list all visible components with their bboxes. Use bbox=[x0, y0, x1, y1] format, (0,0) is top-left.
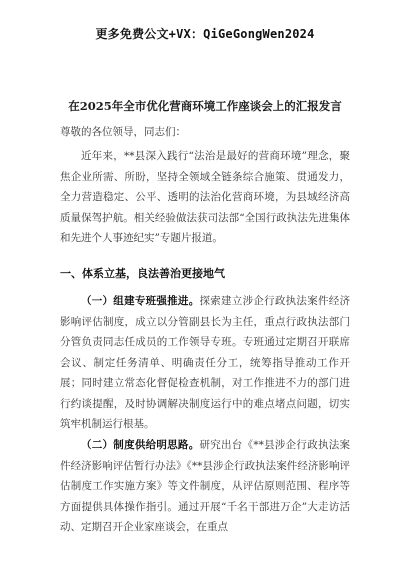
paragraph-body: 探索建立涉企行政执法案件经济影响评估制度，成立以分管副县长为主任，重点行政执法部门分管负责同志任成员的工作领导专班。专班通过定期召开联席会议、制定任务清单、明确责任分工，统筹指导推动工作开展；同时建立常态化督促检查机制，对工作推进不力的部门进行约谈提醒，及时协调解决制度运行中的难点堵点问题，切实筑牢机制运行根基。 bbox=[60, 295, 351, 430]
section-paragraph-1 bbox=[60, 291, 350, 435]
greeting: 尊敬的各位领导，同志们： bbox=[60, 126, 186, 138]
intro-paragraph: 近年来，**县深入践行“法治是最好的营商环境”理念，聚焦企业所需、所盼，坚持全领域全链条综合施策、贯通发力，全力营造稳定、公平、透明的法治化营商环境，为县域经济高质量保驾护航。相关经验做法获司法部“全国行政执法先进集体和先进个人事迹纪实”专题片报道。 bbox=[60, 150, 350, 244]
watermark-header: 更多免费公文+VX：QiGeGongWen2024 bbox=[95, 27, 315, 41]
section-paragraph-2 bbox=[60, 435, 350, 538]
paragraph-lead: （一）组建专班强推进。 bbox=[81, 295, 200, 307]
paragraph-body: 研究出台《**县涉企行政执法案件经济影响评估暂行办法》《**县涉企行政执法案件经济影响评估制度工作实施方案》等文件制度，从评估原则范围、程序等方面提供具体操作指引。通过开展“千名干部进万企”大走访活动、定期召开企业家座谈会，在重点 bbox=[60, 439, 351, 533]
paragraph-lead: （二）制度供给明思路。 bbox=[81, 439, 200, 451]
document-title: 在2025年全市优化营商环境工作座谈会上的汇报发言 bbox=[68, 99, 342, 113]
section-heading: 一、体系立基，良法善治更接地气 bbox=[60, 267, 225, 280]
